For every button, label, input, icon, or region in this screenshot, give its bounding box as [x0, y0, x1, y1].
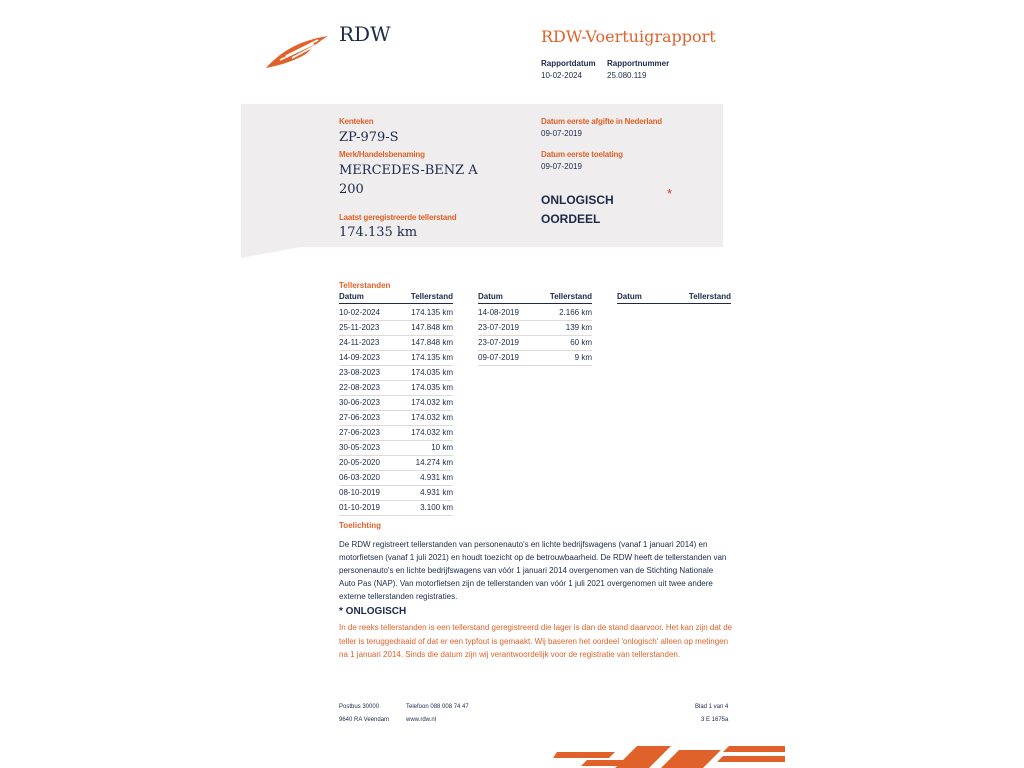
table-row — [339, 426, 453, 441]
notes-text: De RDW registreert tellerstanden van personenauto's en lichte bedrijfswagens (vanaf 1 januari 2014) en motorfietsen (vanaf 1 juli 2021) en houdt toezicht op de betrouwbaarheid. De RDW heeft de tellerstanden van personenauto's en lichte bedrijfswagens van vóór 1 januari 2014 overgenomen van de Stichting Nationale Auto Pas (NAP). Van motorfietsen zijn de tellerstanden van vóór 1 juli 2021 overgenomen uit twee andere externe tellerstanden registraties. — [339, 540, 727, 601]
notes-title: Toelichting — [339, 521, 382, 530]
row-date: 06-03-2020 — [339, 473, 380, 482]
plate-label: Kenteken — [339, 117, 374, 126]
make-value-line2: 200 — [339, 182, 364, 197]
row-date: 08-10-2019 — [339, 488, 380, 497]
row-date: 30-06-2023 — [339, 398, 380, 407]
footer-address2: 9640 RA Veendam — [339, 717, 390, 723]
report-date-label: Rapportdatum — [541, 59, 596, 68]
odometer-column-1 — [339, 292, 453, 516]
table-row — [339, 396, 453, 411]
verdict — [541, 191, 661, 229]
row-reading: 174.032 km — [411, 428, 453, 437]
footer-phone: Telefoon 088 008 74 47 — [406, 704, 469, 710]
make-value-line1: MERCEDES-BENZ A — [339, 163, 478, 178]
row-reading: 174.135 km — [411, 308, 453, 317]
row-date: 23-07-2019 — [478, 323, 519, 332]
row-reading: 174.135 km — [411, 353, 453, 362]
header-reading: Tellerstand — [549, 292, 592, 301]
footer-code: 3 E 1675a — [701, 717, 729, 723]
odometer-rows — [339, 306, 453, 516]
row-reading: 10 km — [431, 443, 453, 452]
footnote-text: In de reeks tellerstanden is een tellerstand geregistreerd die lager is dan de stand daarvoor. Het kan zijn dat de teller is teruggedraaid of dat er een typfout is gemaakt. Wij baseren het oordeel 'onlogisch' alleen op metingen na 1 januari 2014. Sinds die datum zijn wij verantwoordelijk voor de registratie van tellerstanden. — [339, 623, 733, 659]
row-date: 23-08-2023 — [339, 368, 380, 377]
table-row — [339, 321, 453, 336]
table-row — [478, 306, 592, 321]
odometer-rows — [478, 306, 592, 366]
row-reading: 139 km — [565, 323, 592, 332]
row-date: 14-08-2019 — [478, 308, 519, 317]
column-header — [339, 292, 453, 304]
header-date: Datum — [339, 292, 364, 301]
first-nl-label: Datum eerste afgifte in Nederland — [541, 117, 662, 126]
row-reading: 174.035 km — [411, 383, 453, 392]
panel-notch — [241, 247, 301, 258]
odometer-section-title: Tellerstanden — [339, 281, 391, 290]
row-reading: 147.848 km — [411, 323, 453, 332]
table-row — [478, 321, 592, 336]
verdict-star: * — [667, 186, 673, 201]
row-reading: 174.035 km — [411, 368, 453, 377]
table-row — [339, 456, 453, 471]
row-date: 24-11-2023 — [339, 338, 380, 347]
row-date: 14-09-2023 — [339, 353, 380, 362]
row-reading: 60 km — [570, 338, 592, 347]
column-header — [617, 292, 731, 304]
header-date: Datum — [617, 292, 642, 301]
row-reading: 174.032 km — [411, 398, 453, 407]
footer-address1: Postbus 30000 — [339, 704, 380, 710]
report-number: 25.080.119 — [607, 71, 647, 80]
row-reading: 147.848 km — [411, 338, 453, 347]
table-row — [339, 336, 453, 351]
table-row — [339, 501, 453, 516]
table-row — [339, 351, 453, 366]
row-reading: 4.931 km — [420, 473, 453, 482]
table-row — [478, 351, 592, 366]
table-row — [339, 471, 453, 486]
table-row — [339, 306, 453, 321]
header-date: Datum — [478, 292, 503, 301]
table-row — [339, 381, 453, 396]
header-reading: Tellerstand — [410, 292, 453, 301]
row-date: 23-07-2019 — [478, 338, 519, 347]
make-label: Merk/Handelsbenaming — [339, 150, 425, 159]
row-reading: 4.931 km — [420, 488, 453, 497]
row-date: 10-02-2024 — [339, 308, 380, 317]
odometer-column-2 — [478, 292, 592, 366]
brand-name: RDW — [339, 22, 391, 46]
header-reading: Tellerstand — [688, 292, 731, 301]
row-reading: 3.100 km — [420, 503, 453, 512]
footer-page-number: Blad 1 van 4 — [695, 704, 729, 710]
table-row — [339, 486, 453, 501]
row-reading: 14.274 km — [415, 458, 453, 467]
footer-website-link[interactable]: www.rdw.nl — [406, 717, 437, 723]
first-nl-date: 09-07-2019 — [541, 129, 582, 138]
row-date: 27-06-2023 — [339, 413, 380, 422]
column-header — [478, 292, 592, 304]
verdict-line2: OORDEEL — [541, 212, 601, 226]
first-admission-label: Datum eerste toelating — [541, 150, 623, 159]
table-row — [339, 411, 453, 426]
row-date: 27-06-2023 — [339, 428, 380, 437]
odometer-label: Laatst geregistreerde tellerstand — [339, 213, 457, 222]
odometer-column-3 — [617, 292, 731, 304]
row-date: 20-05-2020 — [339, 458, 380, 467]
report-number-label: Rapportnummer — [607, 59, 670, 68]
decorative-stripes-icon — [553, 744, 785, 768]
row-date: 25-11-2023 — [339, 323, 380, 332]
row-date: 30-05-2023 — [339, 443, 380, 452]
verdict-line1: ONLOGISCH — [541, 193, 614, 207]
table-row — [339, 441, 453, 456]
row-date: 09-07-2019 — [478, 353, 519, 362]
row-reading: 174.032 km — [411, 413, 453, 422]
row-reading: 2.166 km — [559, 308, 592, 317]
odometer-value: 174.135 km — [339, 225, 418, 240]
plate-value: ZP-979-S — [339, 130, 399, 145]
report-title: RDW-Voertuigrapport — [541, 27, 716, 46]
table-row — [339, 366, 453, 381]
row-date: 22-08-2023 — [339, 383, 380, 392]
report-date: 10-02-2024 — [541, 71, 582, 80]
row-reading: 9 km — [574, 353, 592, 362]
footnote-title: * ONLOGISCH — [339, 606, 407, 617]
table-row — [478, 336, 592, 351]
row-date: 01-10-2019 — [339, 503, 380, 512]
first-admission-date: 09-07-2019 — [541, 162, 582, 171]
rdw-logo-icon — [266, 34, 330, 70]
